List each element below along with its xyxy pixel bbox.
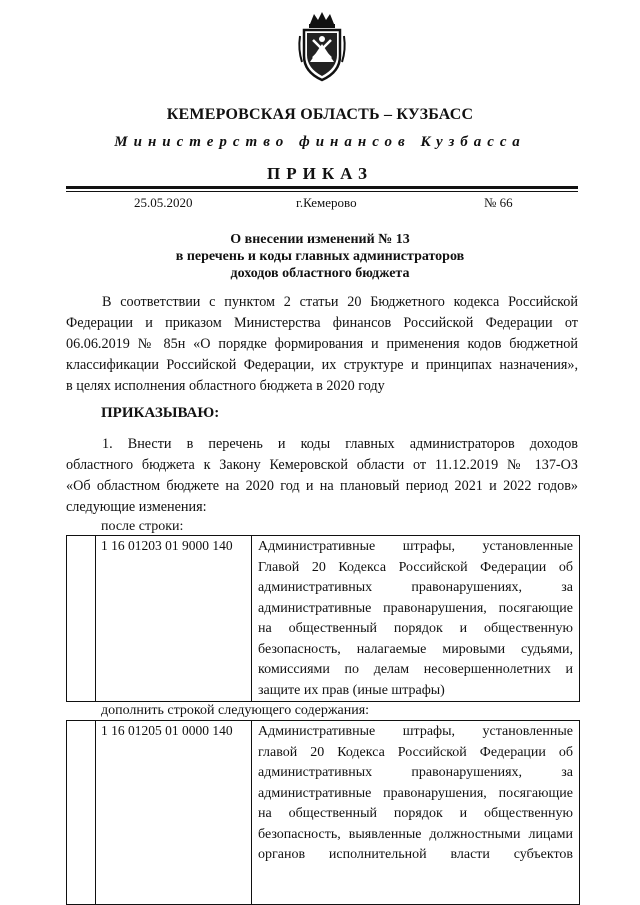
subject-line: О внесении изменений № 13: [230, 232, 410, 247]
budget-code-cell: 1 16 01203 01 9000 140: [96, 536, 252, 702]
item-1-line: областного бюджета к Закону Кемеровской области от 11.12.2019 № 137-ОЗ: [66, 457, 578, 473]
table-row: [67, 536, 580, 702]
item-1-line: 1. Внести в перечень и коды главных администраторов доходов: [102, 436, 578, 452]
description-cell: [252, 721, 580, 905]
preamble-line: В соответствии с пунктом 2 статьи 20 Бюджетного кодекса Российской: [102, 294, 578, 310]
description-line: защите их прав (иные штрафы): [258, 682, 445, 698]
item-1-paragraph: [66, 434, 578, 518]
description-line: административные правонарушения, посягающие: [258, 785, 573, 801]
document-type: ПРИКАЗ: [267, 164, 373, 183]
description-line: административные правонарушения, посягающие: [258, 600, 573, 616]
description-line: органов исполнительной власти субъектов: [258, 847, 573, 862]
description-line: главой 20 Кодекса Российской Федерации об: [258, 744, 573, 760]
budget-code-cell: 1 16 01205 01 0000 140: [96, 721, 252, 905]
subject-line: доходов областного бюджета: [230, 266, 410, 281]
preamble-line: 06.06.2019 № 85н «О порядке формирования и применения кодов бюджетной: [66, 336, 578, 352]
admin-code-cell: [67, 536, 96, 702]
preamble-line: классификации Российской Федерации, их структуре и принципах назначения»,: [66, 357, 578, 373]
coat-of-arms-icon: [296, 10, 348, 84]
description-line: на общественный порядок и общественную: [258, 621, 573, 636]
order-number: № 66: [484, 195, 513, 210]
existing-row-table: [66, 535, 580, 702]
admin-code-cell: [67, 721, 96, 905]
order-city: г.Кемерово: [296, 195, 357, 210]
preamble-paragraph: [66, 292, 578, 397]
description-line: безопасность, налагаемые мировыми судьями,: [258, 641, 573, 657]
preamble-line: в целях исполнения областного бюджета в 2020 году: [66, 378, 385, 394]
add-row-label: дополнить строкой следующего содержания:: [101, 703, 370, 718]
description-line: административных правонарушениях, за: [258, 765, 573, 780]
description-line: комиссиями по делам несовершеннолетних и: [258, 662, 573, 677]
header-divider-thin: [66, 191, 578, 192]
description-cell: [252, 536, 580, 702]
table-row: [67, 721, 580, 905]
description-line: безопасность, выявленные должностными лицами: [258, 826, 573, 842]
header-divider-thick: [66, 186, 578, 189]
order-date: 25.05.2020: [134, 195, 193, 210]
item-1-line: «Об областном бюджете на 2020 год и на плановый период 2021 и 2022 годов»: [66, 478, 578, 494]
after-row-label: после строки:: [101, 519, 184, 534]
description-line: Главой 20 Кодекса Российской Федерации об: [258, 559, 573, 575]
ministry-name: Министерство финансов Кузбасса: [114, 134, 526, 150]
region-title: КЕМЕРОВСКАЯ ОБЛАСТЬ – КУЗБАСС: [166, 106, 474, 123]
description-line: административных правонарушениях, за: [258, 580, 573, 595]
description-line: Административные штрафы, установленные: [258, 539, 573, 554]
description-line: Административные штрафы, установленные: [258, 724, 573, 739]
new-row-table: [66, 720, 580, 905]
item-1-line: следующие изменения:: [66, 499, 207, 515]
order-word: ПРИКАЗЫВАЮ:: [101, 405, 220, 421]
subject-line: в перечень и коды главных администраторов: [175, 249, 465, 264]
preamble-line: Федерации и приказом Министерства финансов Российской Федерации от: [66, 315, 578, 331]
description-line: на общественный порядок и общественную: [258, 806, 573, 821]
order-subject: [60, 231, 580, 282]
